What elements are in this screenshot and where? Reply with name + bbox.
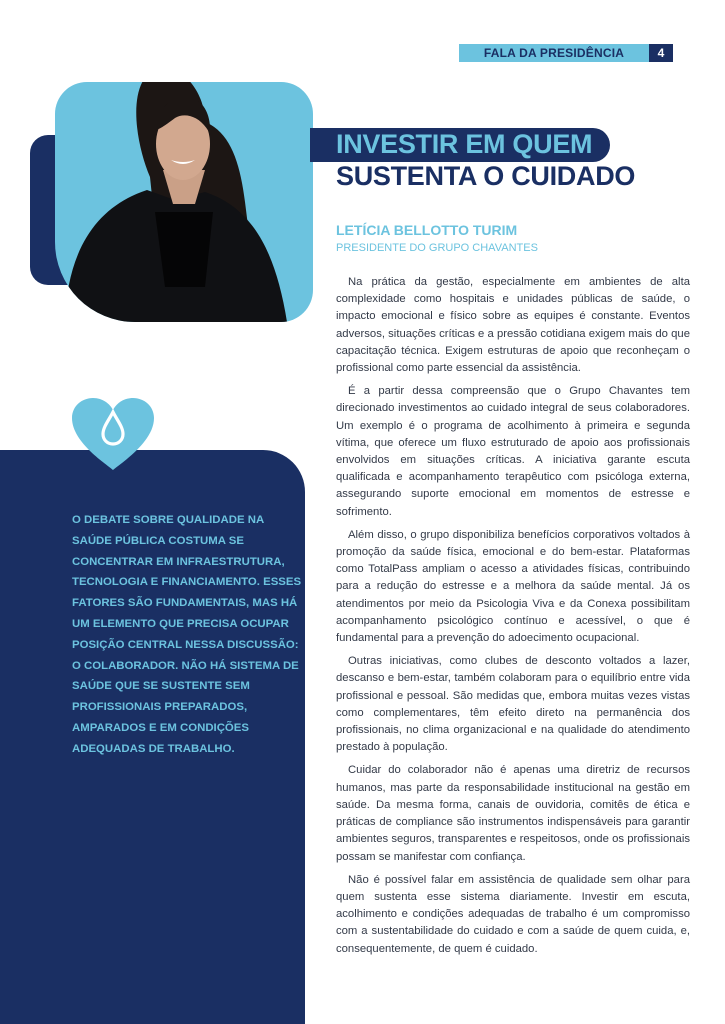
article-paragraph: Cuidar do colaborador não é apenas uma diretriz de recursos humanos, mas parte da responsabilidade institucional na gestão em saúde. Da mesma forma, canais de ouvidoria, comitês de ética e práticas de compliance são instrumentos indispensáveis para garantir ambientes seguros, transparentes e respeitosos, onde os profissionais possam se manifestar com confiança. [336,764,690,863]
article-paragraph: Na prática da gestão, especialmente em ambientes de alta complexidade como hospitais e unidades públicas de saúde, o impacto emocional e físico sobre as equipes é constante. Eventos adversos, situações críticas e a pressão cotidiana exigem mais do que capacitação técnica. Exigem estruturas de apoio que reconheçam o profissional como parte essencial da assistência. [336,276,690,375]
section-label: FALA DA PRESIDÊNCIA [483,46,625,60]
article-title-line-1: INVESTIR EM QUEM [336,129,593,159]
portrait-illustration [55,82,313,322]
heart-droplet-icon [70,396,156,472]
page-number: 4 [649,44,673,62]
author-name: LETÍCIA BELLOTTO TURIM [336,222,518,238]
article-title-line-2: SUSTENTA O CUIDADO [336,161,636,191]
article-paragraph: Não é possível falar em assistência de qualidade sem olhar para quem sustenta esse sistema diariamente. Investir em escuta, acolhimento e condições adequadas de trabalho é um compromisso com a sustentabilidade do cuidado e com a saúde de quem cuida, e, consequentemente, de quem é cuidado. [336,873,690,955]
article-paragraph: É a partir dessa compreensão que o Grupo Chavantes tem direcionado investimentos ao cuidado integral de seus colaboradores. Um exemplo é o programa de acolhimento à primeira e segunda vítima, que oferece um fluxo estruturado de apoio aos profissionais envolvidos em situações críticas. A iniciativa garante escuta qualificada e acompanhamento terapêutico com psicóloga externa, assegurando suporte emocional em momentos de estresse e sofrimento. [336,385,690,518]
pull-quote-text: O DEBATE SOBRE QUALIDADE NA SAÚDE PÚBLICA COSTUMA SE CONCENTRAR EM INFRAESTRUTURA, TECNOLOGIA E FINANCIAMENTO. ESSES FATORES SÃO FUNDAMENTAIS, MAS HÁ UM ELEMENTO QUE PRECISA OCUPAR POSIÇÃO CENTRAL NESSA DISCUSSÃO: O COLABORADOR. NÃO HÁ SISTEMA DE SAÚDE QUE SE SUSTENTE SEM PROFISSIONAIS PREPARADOS, AMPARADOS E EM CONDIÇÕES ADEQUADAS DE TRABALHO. [72,514,302,755]
author-role: PRESIDENTE DO GRUPO CHAVANTES [336,242,538,254]
article-body [336,274,690,964]
article-paragraph: Além disso, o grupo disponibiliza benefícios corporativos voltados à promoção da saúde física, emocional e do bem-estar. Plataformas como TotalPass ampliam o acesso a atividades físicas, contribuindo para a redução do estresse e a melhora da saúde mental. Já os atendimentos por meio da Psicologia Viva e da Conexa possibilitam acompanhamento psicológico contínuo e acessível, o que é fundamental para a prevenção do adoecimento ocupacional. [336,528,690,645]
section-header [459,44,673,62]
article-paragraph: Outras iniciativas, como clubes de desconto voltados a lazer, descanso e bem-estar, também colaboram para o equilíbrio entre vida profissional e pessoal. São medidas que, embora muitas vezes vistas como complementares, têm efeito direto na permanência dos profissionais, no clima organizacional e na qualidade do atendimento prestado à população. [336,655,690,754]
portrait-photo [55,82,313,322]
